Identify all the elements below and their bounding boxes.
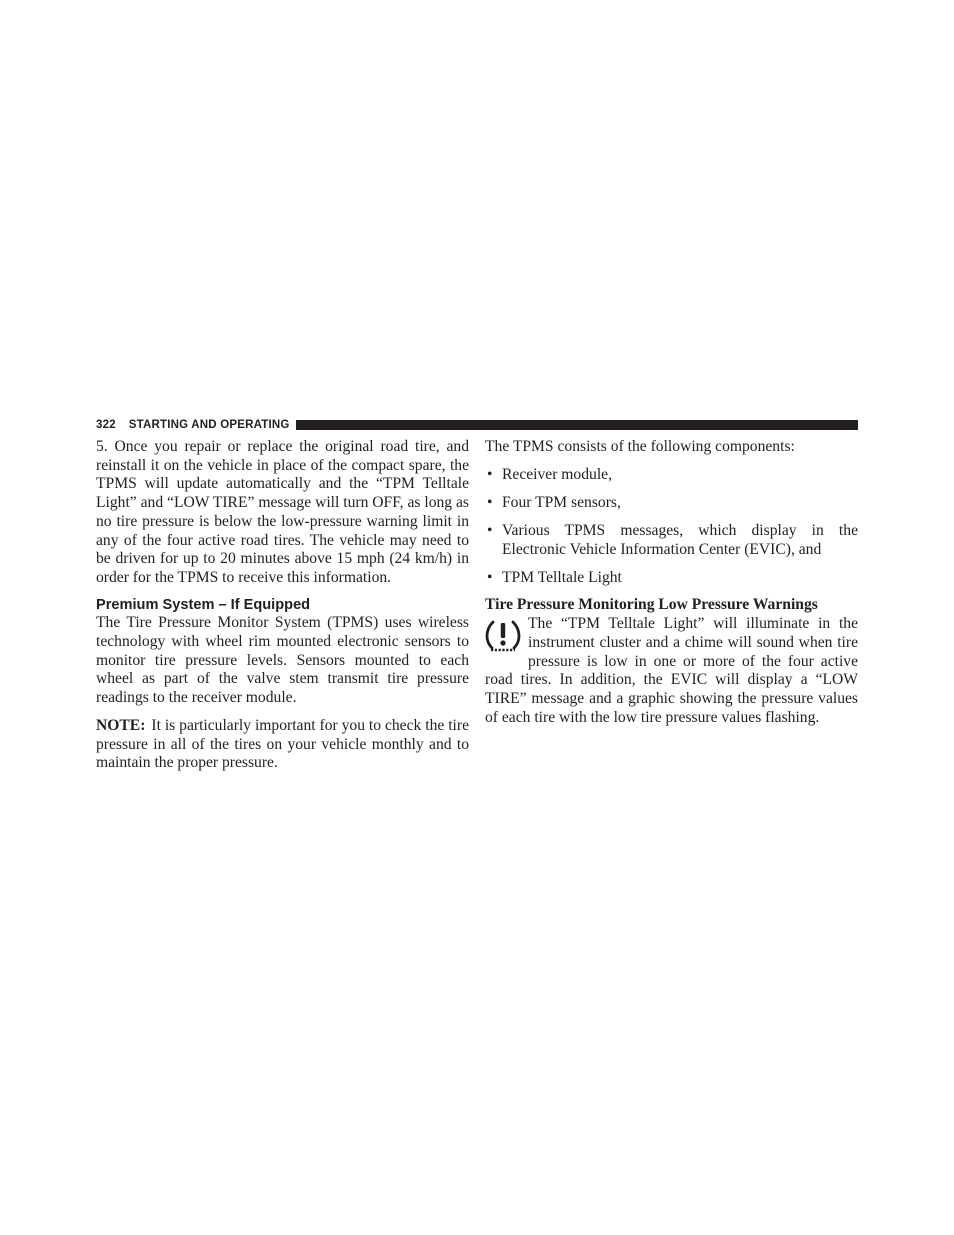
bullet-icon: • [487, 466, 493, 483]
step-5-paragraph: 5. Once you repair or replace the original road tire, and reinstall it on the vehicle in place of the compact spare, the TPMS will update automatically and the “TPM Telltale Light” and “LOW TIRE” message will turn OFF, as long as no tire pressure is below the low-pressure warning limit in any of the four active road tires. The vehicle may need to be driven for up to 20 minutes above 15 mph (24 km/h) in order for the TPMS to receive this information. [96, 438, 469, 586]
low-pressure-warnings-paragraph: The “TPM Telltale Light” will illuminate in the instrument cluster and a chime will sound when tire pressure is low in one or more of the four active road tires. In addition, the EVIC will display a “LOW TIRE” message and a graphic showing the pressure values of each tire with the low tire pressure values flashing. [485, 615, 858, 726]
header-rule [296, 420, 858, 430]
note-paragraph [96, 717, 469, 773]
list-item-text: Receiver module, [502, 466, 612, 483]
bullet-icon: • [487, 522, 493, 539]
list-item [485, 522, 858, 559]
premium-system-paragraph: The Tire Pressure Monitor System (TPMS) uses wireless technology with wheel rim mounted electronic sensors to monitor tire pressure levels. Sensors mounted to each wheel as part of the valve stem transmit tire pressure readings to the receiver module. [96, 614, 469, 707]
left-column [96, 438, 469, 773]
list-item [485, 494, 858, 513]
page-header [96, 416, 858, 434]
low-pressure-warnings-heading: Tire Pressure Monitoring Low Pressure Warnings [485, 596, 818, 614]
list-item-text: TPM Telltale Light [502, 568, 622, 586]
bullet-icon: • [487, 494, 493, 511]
note-text: It is particularly important for you to check the tire pressure in all of the tires on your vehicle monthly and to maintain the proper pressure. [96, 716, 469, 772]
list-item-text: Various TPMS messages, which display in the Electronic Vehicle Information Center (EVIC), and [502, 522, 858, 558]
list-item [485, 569, 858, 588]
note-label: NOTE: [96, 716, 146, 734]
list-item [485, 466, 858, 485]
right-column [485, 438, 858, 727]
bullet-icon: • [487, 568, 493, 586]
premium-system-heading: Premium System – If Equipped [96, 596, 311, 613]
list-item-text: Four TPM sensors, [502, 494, 621, 511]
section-title: STARTING AND OPERATING [128, 419, 290, 431]
components-list [485, 466, 858, 587]
page-number: 322 [96, 419, 116, 431]
tpm-telltale-icon [485, 618, 521, 654]
components-intro: The TPMS consists of the following components: [485, 438, 795, 455]
